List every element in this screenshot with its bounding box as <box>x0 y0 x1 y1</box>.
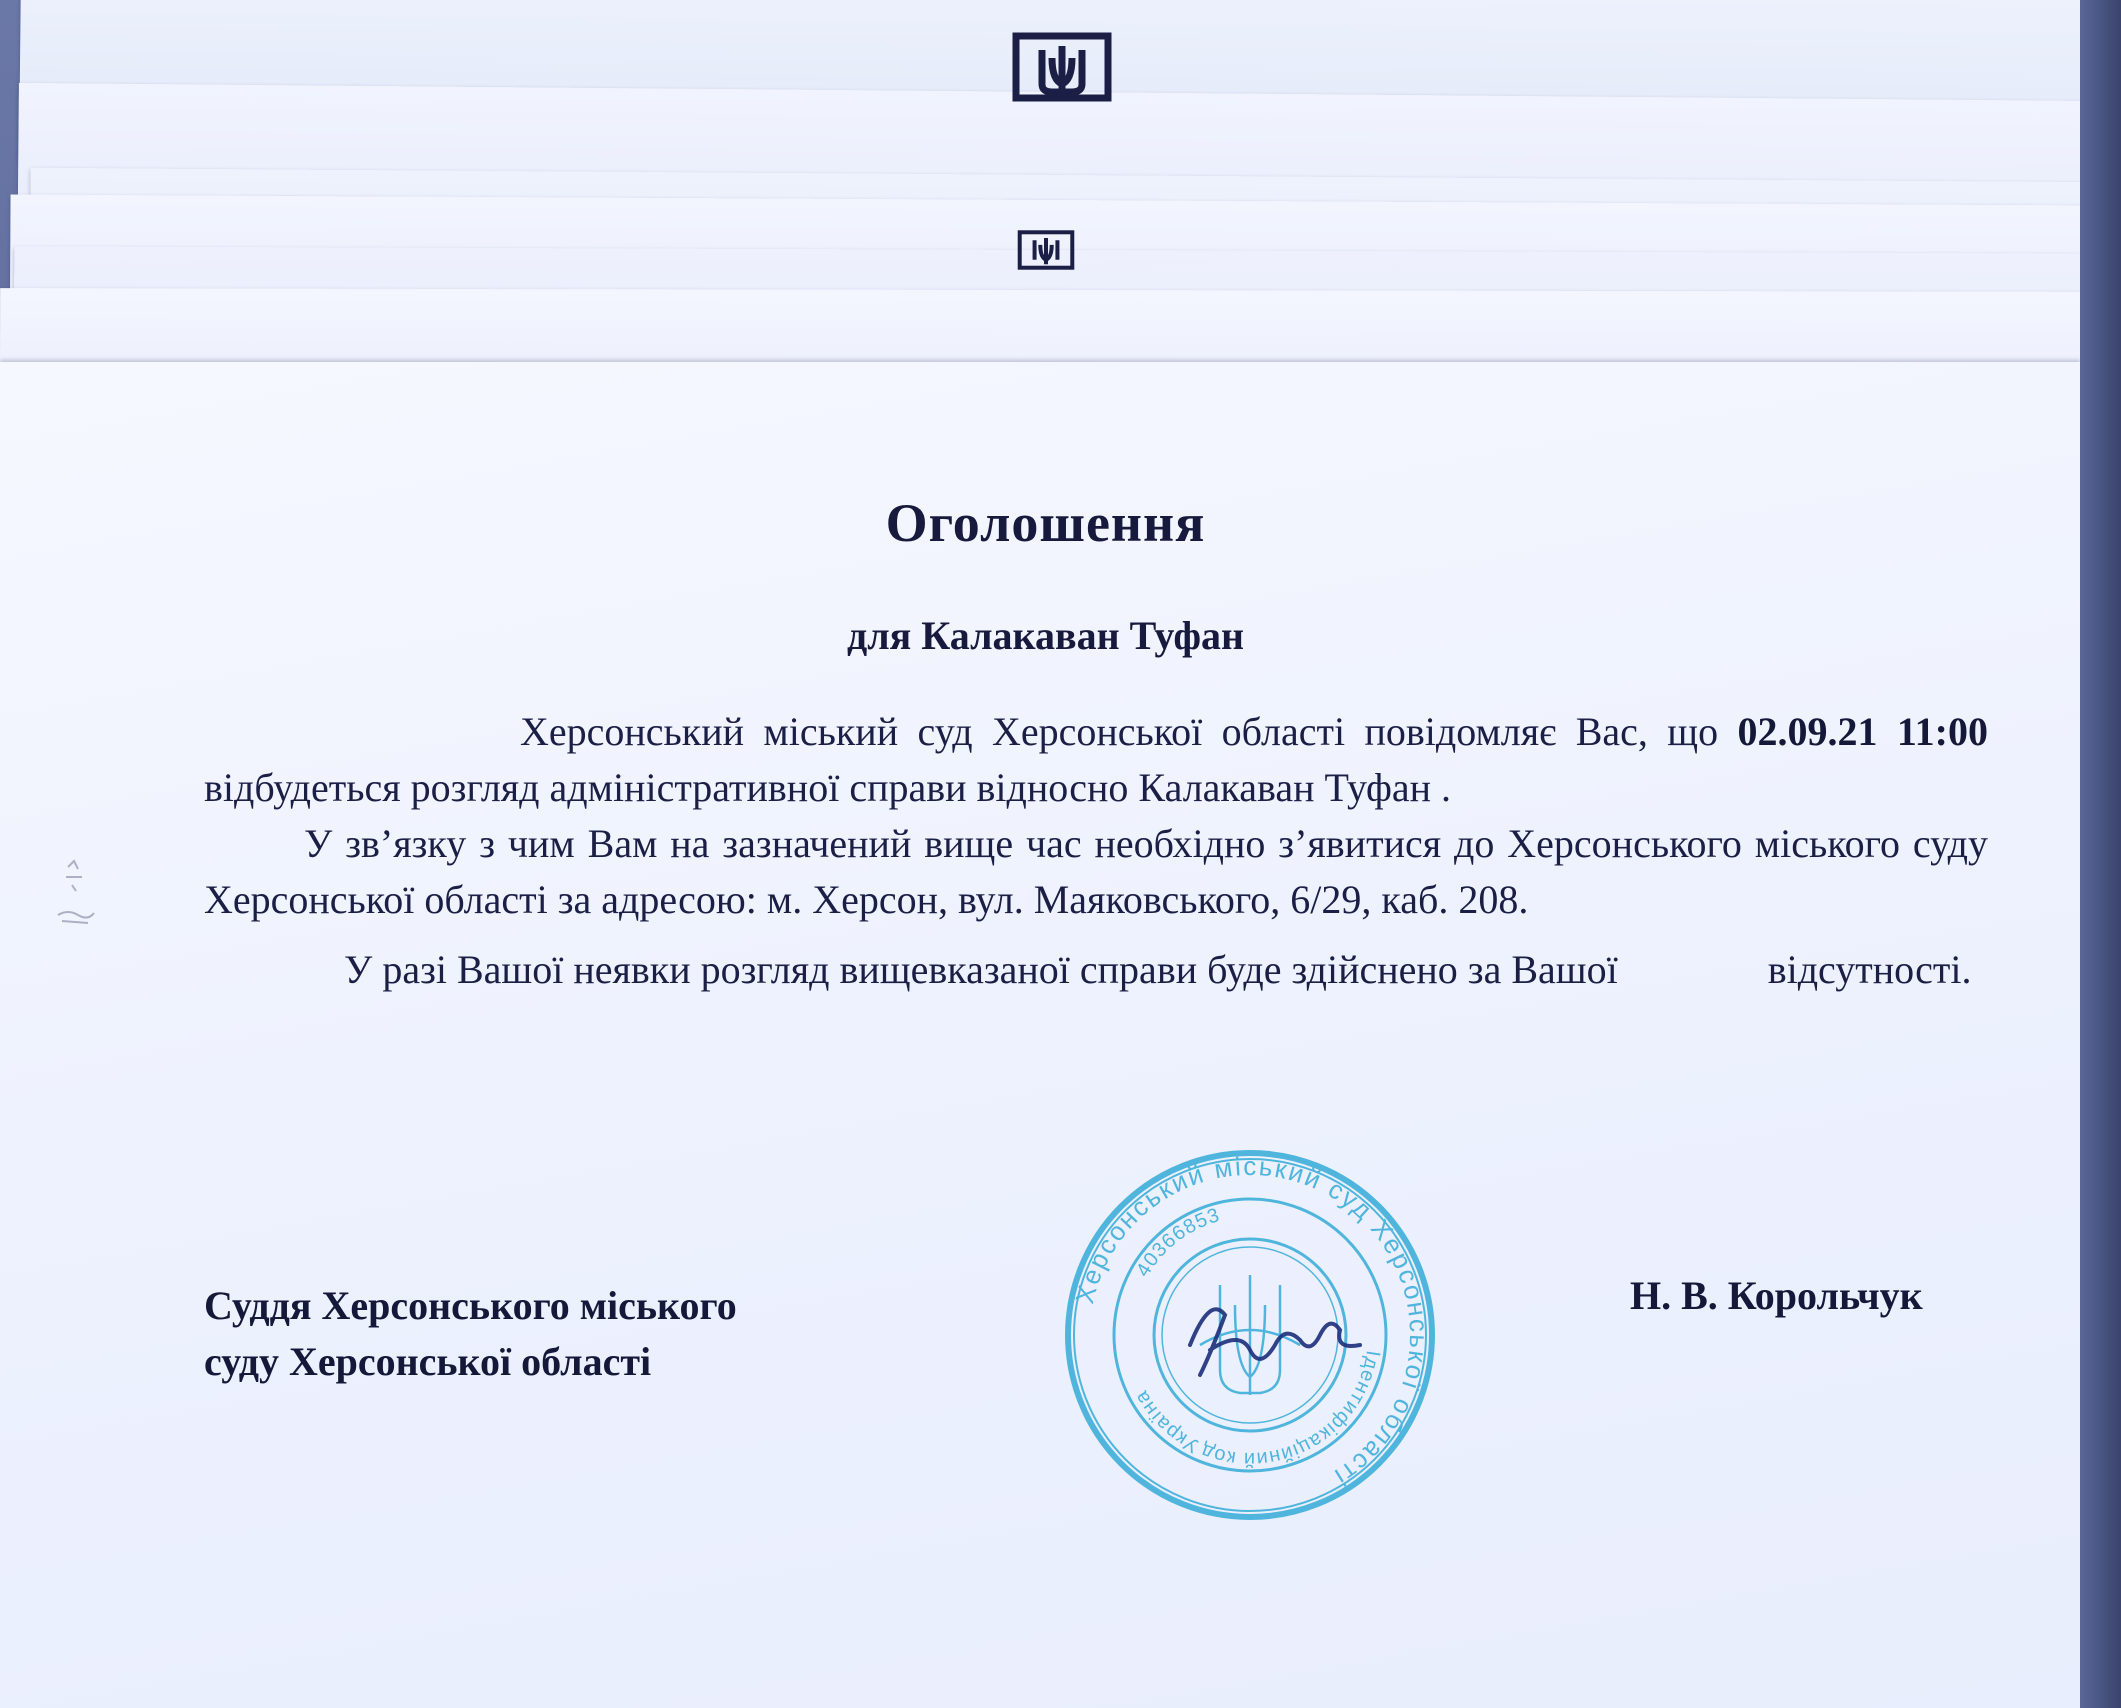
stamp-outer-text: Херсонський міський суд Херсонської області <box>1069 1150 1435 1494</box>
stamp-code: 40366853 <box>1131 1204 1223 1281</box>
hearing-datetime: 02.09.21 11:00 <box>1737 709 1988 754</box>
stamp-code-label: Ідентифікаційний код <box>1197 1348 1384 1471</box>
paragraph-absence <box>204 934 1988 998</box>
judge-position <box>204 1278 737 1390</box>
ink-smudge <box>48 855 128 935</box>
page-title: Оголошення <box>885 493 1206 553</box>
court-stamp <box>1060 1145 1440 1525</box>
paragraph-intro: Херсонський міський суд Херсонської області повідомляє Вас, що <box>520 709 1738 754</box>
paragraph-absence-last: відсутності. <box>1767 947 1972 992</box>
judge-position-line1: Суддя Херсонського міського <box>204 1283 737 1328</box>
judge-name: Н. В. Корольчук <box>1630 1273 1923 1318</box>
signature <box>1190 1309 1360 1375</box>
paragraph-appear: У зв’язку з чим Вам на зазначений вище час необхідно з’явитися до Херсонського міського суду Херсонської області за адресою: м. Херсон, вул. Маяковського, 6/29, каб. 208. <box>204 821 1988 922</box>
notice-body <box>204 704 1988 998</box>
stamp-country: Україна <box>1130 1386 1203 1457</box>
paragraph-hearing <box>204 704 1988 816</box>
paragraph-rest: відбудеться розгляд адміністративної справи відносно Калакаван Туфан . <box>204 765 1452 810</box>
recipient-line: для Калакаван Туфан <box>846 613 1245 658</box>
judge-position-line2: суду Херсонської області <box>204 1339 652 1384</box>
paragraph-absence-main: У разі Вашої неявки розгляд вищевказаної справи буде здійснено за Вашої <box>344 947 1628 992</box>
